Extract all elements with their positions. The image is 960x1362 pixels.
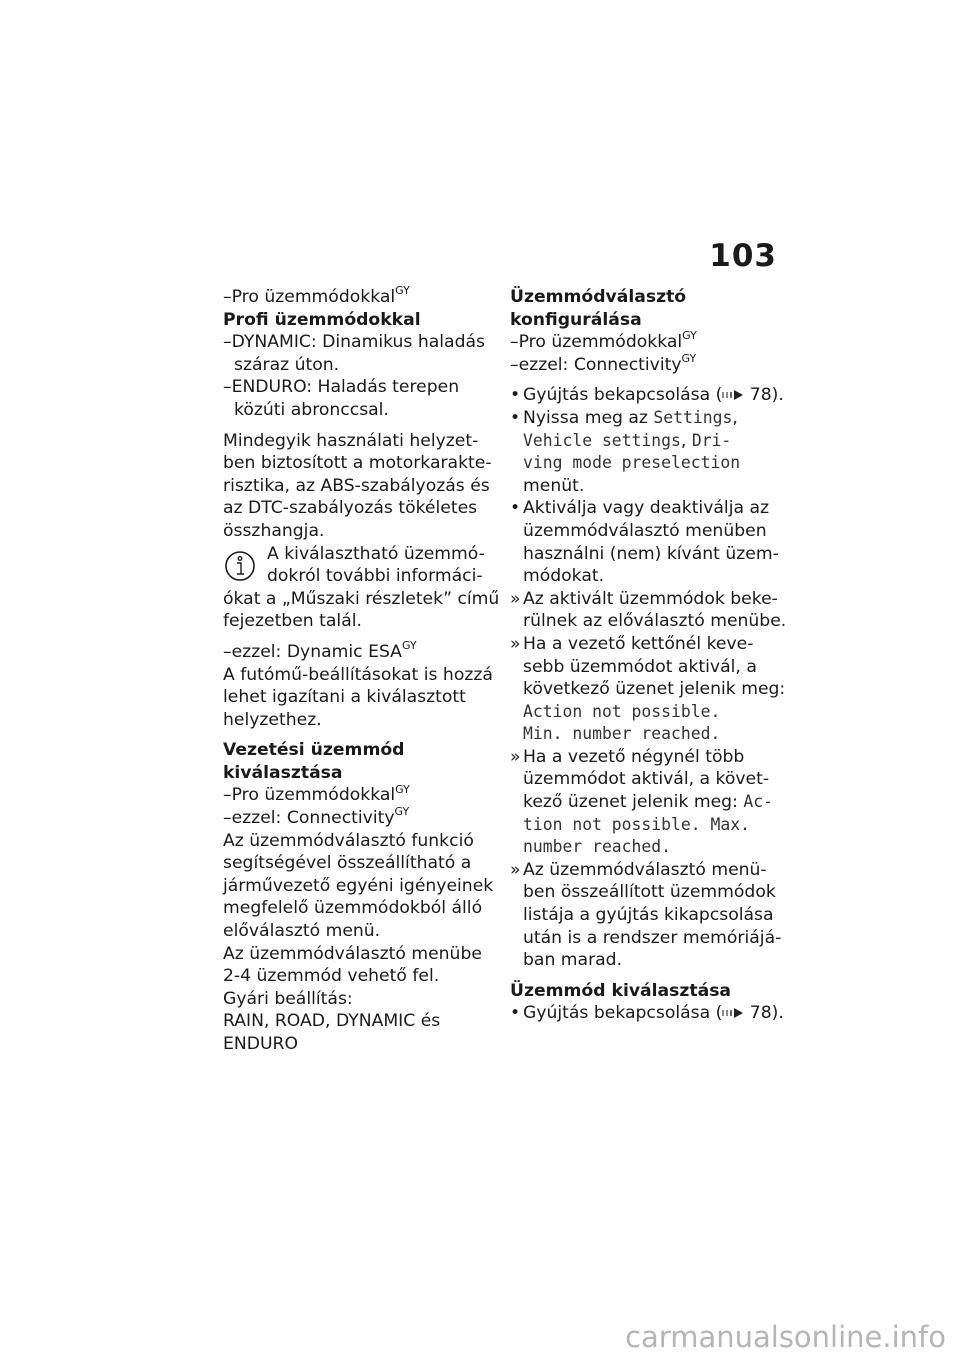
enduro-line: –ENDURO: Haladás terepen bbox=[223, 377, 460, 398]
esa-line: –ezzel: Dynamic $ESA^{GY}$ bbox=[223, 639, 417, 662]
paragraph-usage: Mindegyik használati helyzet- ben biztosított a motorkarakte- risztika, az ABS-szabályozás és az DTC-szabályozás tökéletes összhangja. bbox=[223, 430, 492, 541]
info-note-cont-1: ókat a „Műszaki részletek” című bbox=[223, 588, 500, 609]
bullet-activate: • Aktiválja vagy deaktiválja az üzemmódválasztó menüben használni (nem) kívánt üzem- módokat. bbox=[510, 498, 779, 587]
result-memory: » Az üzemmódválasztó menü- ben összeállított üzemmódok listája a gyújtás kikapcsolása után is a rendszer memóriájá- ban marad. bbox=[510, 859, 782, 971]
dynamic-line: –DYNAMIC: Dinamikus haladás bbox=[223, 332, 485, 353]
page-number: 103 bbox=[709, 238, 777, 274]
page-reference-icon bbox=[722, 389, 744, 401]
left-column bbox=[223, 284, 500, 1056]
heading-profi-modes: Profi üzemmódokkal bbox=[223, 309, 421, 330]
info-icon bbox=[223, 549, 257, 583]
result-min-modes: » Ha a vezető kettőnél keve- sebb üzemmódot aktivál, a következő üzenet jelenik meg: Action not possible. Min. number reached. bbox=[510, 633, 786, 744]
connectivity-line-r: –ezzel: Connectivity$^{GY}$ bbox=[510, 352, 697, 375]
heading-mode-select-1: Vezetési üzemmód bbox=[223, 740, 405, 761]
result-activated: » Az aktivált üzemmódok beke- rülnek az előválasztó menübe. bbox=[510, 588, 787, 632]
pro-modes-line-2: –Pro üzemmódokkal$^{GY}$ bbox=[223, 782, 410, 806]
watermark: carmanualsonline.info bbox=[625, 1320, 946, 1354]
heading-mode-select-2: kiválasztása bbox=[223, 762, 343, 783]
bullet-ignition: • Gyújtás bekapcsolása ( 78). bbox=[510, 385, 784, 406]
paragraph-mode-selector: Az üzemmódválasztó funkció segítségével összeállítható a járművezető egyéni igényeinek megfelelő üzemmódokból álló előválasztó menü. Az üzemmódválasztó menübe 2-4 üzemmód vehető fel. Gyári beállítás: RAIN, ROAD, DYNAMIC és ENDURO bbox=[223, 830, 494, 1054]
info-note-cont-2: fejezetben talál. bbox=[223, 611, 362, 632]
heading-mode-choice: Üzemmód kiválasztása bbox=[510, 980, 732, 1001]
pro-modes-line-r: –Pro üzemmódokkal$^{GY}$ bbox=[510, 329, 697, 353]
paragraph-suspension: A futómű-beállításokat is hozzá lehet igazítani a kiválasztott helyzethez. bbox=[223, 664, 493, 730]
heading-config-1: Üzemmódválasztó bbox=[510, 287, 687, 307]
heading-config-2: konfigurálása bbox=[510, 309, 642, 330]
info-note: A kiválasztható üzemmó- dokról további informáci- bbox=[223, 543, 491, 588]
result-max-modes: » Ha a vezető négynél több üzemmódot aktivál, a követ- kező üzenet jelenik meg: Ac- tion not possible. Max. number reached. bbox=[510, 746, 773, 857]
bullet-ignition-2: • Gyújtás bekapcsolása ( 78). bbox=[510, 1003, 784, 1024]
dynamic-line-cont: száraz úton. bbox=[234, 354, 340, 375]
pro-modes-line: –Pro üzemmódokkal$^{GY}$ bbox=[223, 284, 410, 307]
bullet-open-settings: • Nyissa meg az Settings, bbox=[510, 407, 738, 428]
page-reference-icon bbox=[722, 1007, 744, 1019]
right-column: Üzemmódválasztó konfigurálása –Pro üzemmódokkal$^{GY}$ –ezzel: Connectivity$^{GY}$ • Gyújtás bekapcsolása ( 78). • Nyissa meg az Settings, Vehicle settings, Dri- ving mode preselection menüt. • Aktiválja vagy deaktiválja az üzemmódválasztó menüben használni (nem) kívánt üzem- módokat. » Az aktivált üzemmódok beke- rülnek az előválasztó menübe. » Ha a vezető kettőnél keve- sebb üzemmódot aktivál, a következő üzenet jelenik meg: Action not possible. Min. number reached. » Ha a vezető négynél több üzemmódot aktivál, a követ- kező üzenet jelenik meg: Ac- tion not possible. Max. number reached. » Az üzemmódválasztó menü- ben összeállított üzemmódok listája a gyújtás kikapcsolása után is a rendszer memóriájá- ban marad. Üzemmód kiválasztása • Gyújtás bekapcsolása ( 78). bbox=[510, 287, 787, 1024]
enduro-line-cont: közúti abronccsal. bbox=[234, 399, 389, 420]
connectivity-line: –ezzel: Connectivity$^{GY}$ bbox=[223, 805, 410, 829]
